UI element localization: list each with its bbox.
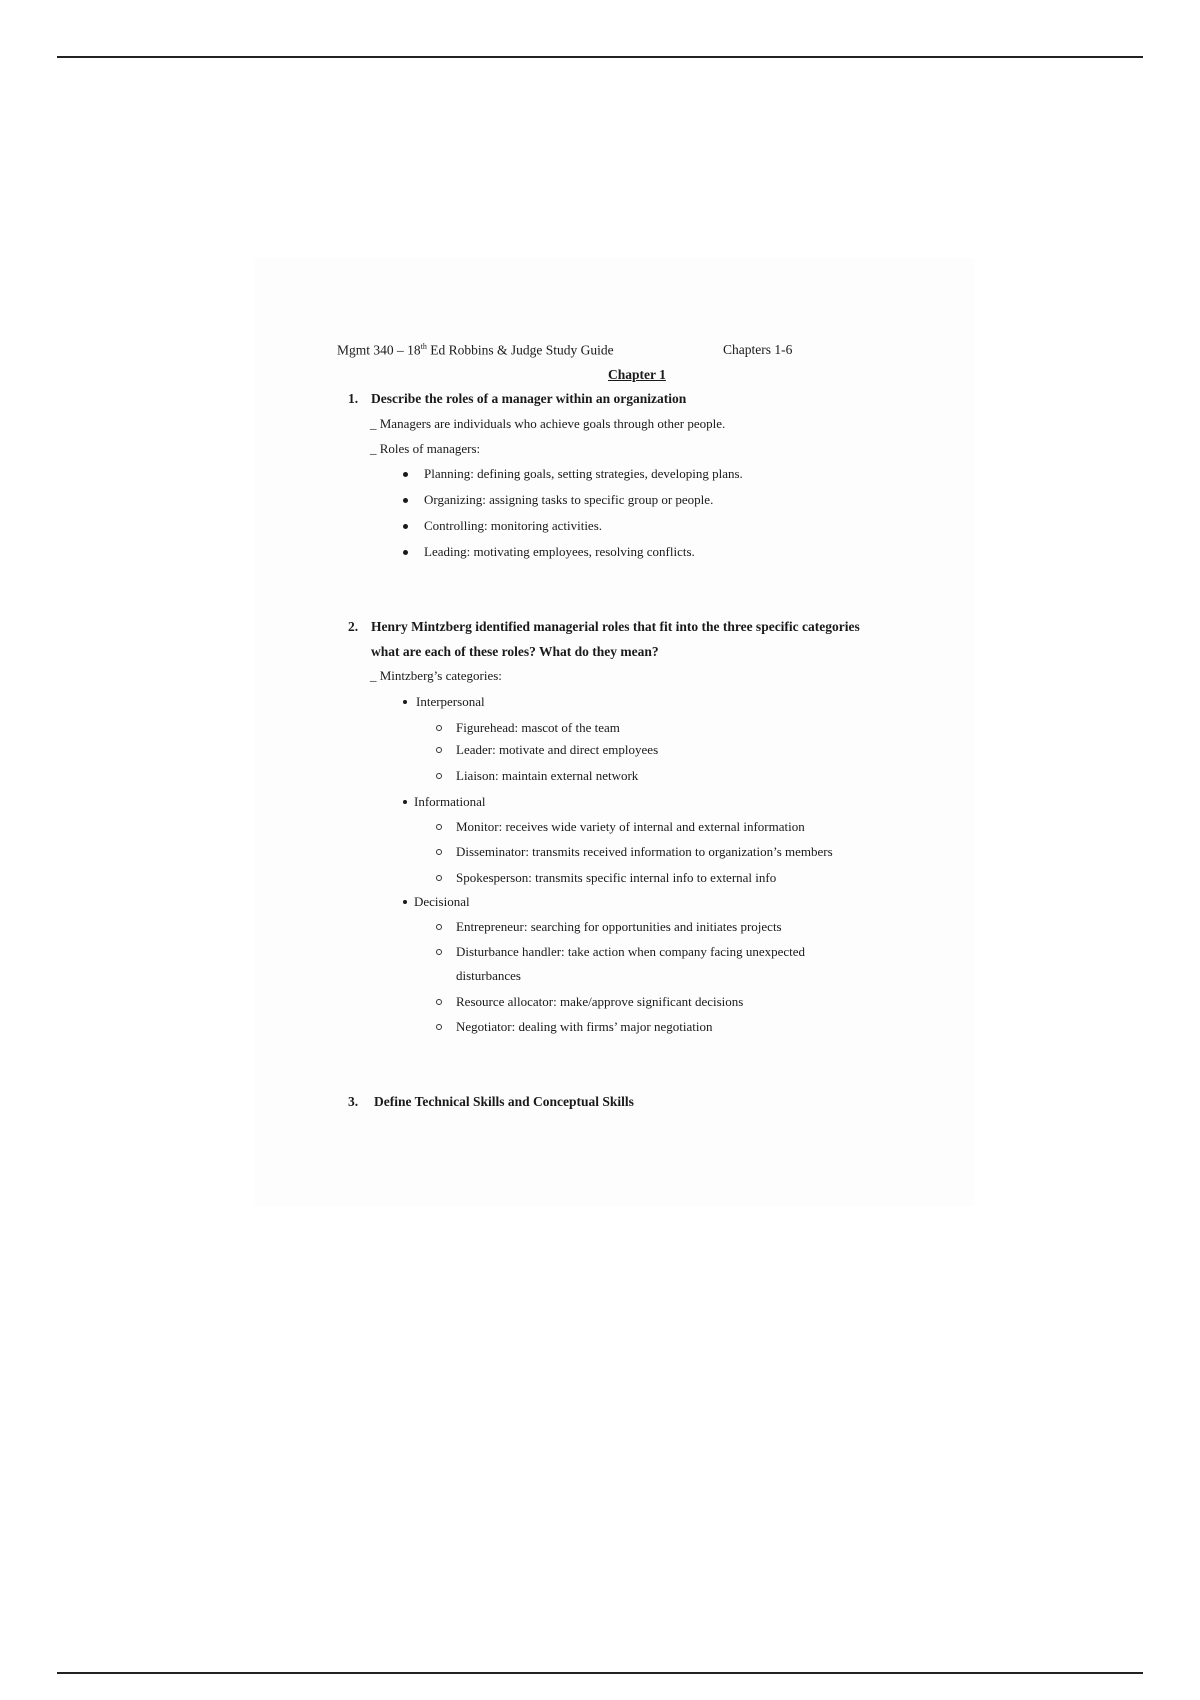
list-item: Planning: defining goals, setting strategies, developing plans. (424, 466, 743, 481)
circle-bullet-icon (436, 999, 442, 1005)
q2-text-line: Henry Mintzberg identified managerial roles that fit into the three specific categories (371, 619, 860, 634)
circle-bullet-icon (436, 773, 442, 779)
circle-bullet-icon (436, 1024, 442, 1030)
chapters-range: Chapters 1-6 (723, 342, 793, 357)
q3-text: Define Technical Skills and Conceptual Skills (374, 1094, 634, 1109)
circle-bullet-icon (436, 875, 442, 881)
document-header (337, 342, 614, 359)
role-item: Negotiator: dealing with firms’ major negotiation (456, 1019, 713, 1034)
role-item: Liaison: maintain external network (456, 768, 639, 783)
top-rule (57, 56, 1143, 58)
circle-bullet-icon (436, 725, 442, 731)
q1-line: _ Roles of managers: (370, 441, 481, 456)
role-item: Disturbance handler: take action when company facing unexpected (456, 944, 806, 959)
q1-text: Describe the roles of a manager within an organization (371, 391, 687, 406)
category-label: Decisional (414, 894, 470, 909)
role-item-continued: disturbances (456, 968, 521, 983)
role-item: Disseminator: transmits received information to organization’s members (456, 844, 833, 859)
role-item: Entrepreneur: searching for opportunities and initiates projects (456, 919, 782, 934)
role-item: Monitor: receives wide variety of internal and external information (456, 819, 805, 834)
circle-bullet-icon (436, 949, 442, 955)
circle-bullet-icon (436, 924, 442, 930)
role-item: Spokesperson: transmits specific internal info to external info (456, 870, 777, 885)
q2-intro: _ Mintzberg’s categories: (370, 668, 502, 683)
category-label: Informational (414, 794, 486, 809)
role-item: Leader: motivate and direct employees (456, 742, 659, 757)
q2-number: 2. (348, 619, 359, 634)
bullet-icon (403, 524, 408, 529)
q1-line: _ Managers are individuals who achieve goals through other people. (370, 416, 726, 431)
q1-number: 1. (348, 391, 359, 406)
bottom-rule (57, 1672, 1143, 1674)
category-label: Interpersonal (416, 694, 485, 709)
bullet-icon (403, 800, 407, 804)
list-item: Organizing: assigning tasks to specific group or people. (424, 492, 714, 507)
q3-number: 3. (348, 1094, 359, 1109)
q2-text-line: what are each of these roles? What do they mean? (371, 644, 659, 659)
course-suffix: Ed Robbins & Judge Study Guide (426, 342, 614, 358)
bullet-icon (403, 472, 408, 477)
role-item: Resource allocator: make/approve significant decisions (456, 994, 744, 1009)
bullet-icon (403, 550, 408, 555)
course-prefix: Mgmt 340 – 18 (337, 342, 421, 358)
bullet-icon (403, 498, 408, 503)
edition-superscript: th (420, 342, 427, 351)
role-item: Figurehead: mascot of the team (456, 720, 620, 735)
circle-bullet-icon (436, 824, 442, 830)
chapter-title: Chapter 1 (608, 367, 666, 382)
bullet-icon (403, 900, 407, 904)
circle-bullet-icon (436, 849, 442, 855)
bullet-icon (403, 700, 407, 704)
list-item: Controlling: monitoring activities. (424, 518, 603, 533)
list-item: Leading: motivating employees, resolving conflicts. (424, 544, 695, 559)
circle-bullet-icon (436, 747, 442, 753)
